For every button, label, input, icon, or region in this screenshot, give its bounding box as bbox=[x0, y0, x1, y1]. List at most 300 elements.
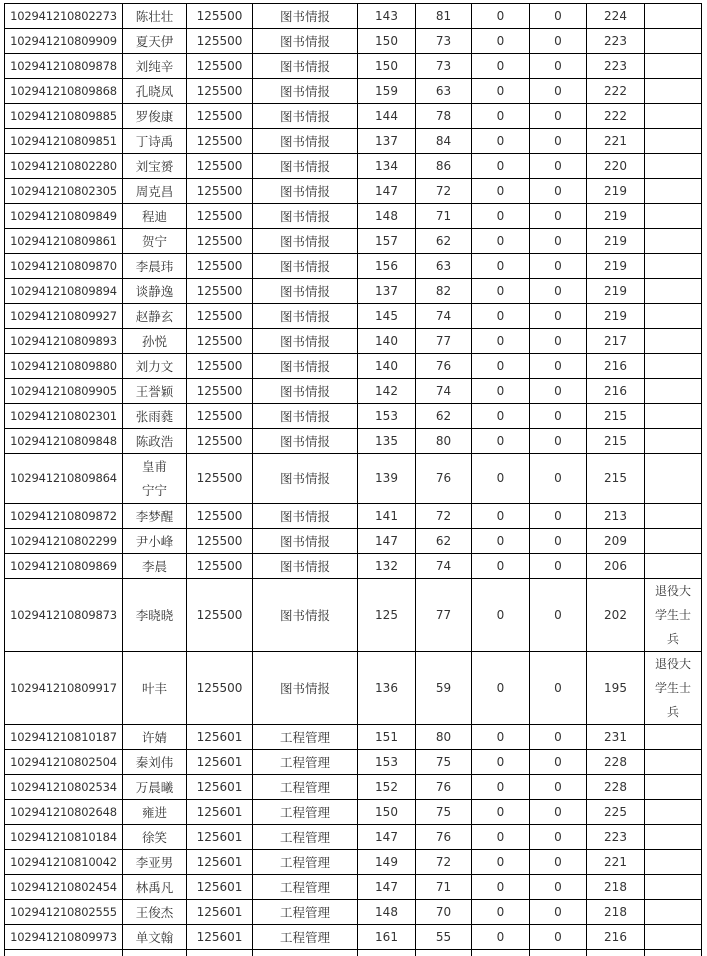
score-1-cell: 150 bbox=[358, 29, 416, 54]
major-code-cell: 125500 bbox=[187, 652, 253, 725]
score-2-cell: 78 bbox=[416, 104, 472, 129]
exam-id-cell: 102941210809894 bbox=[5, 279, 123, 304]
major-name-cell: 工程管理 bbox=[253, 875, 358, 900]
major-code-cell: 125601 bbox=[187, 850, 253, 875]
score-2-cell: 63 bbox=[416, 254, 472, 279]
name-cell: 秦刘伟 bbox=[123, 750, 187, 775]
major-code-cell: 125601 bbox=[187, 825, 253, 850]
exam-id-cell: 102941210809872 bbox=[5, 504, 123, 529]
name-cell: 谈静逸 bbox=[123, 279, 187, 304]
table-row-31 bbox=[5, 875, 702, 900]
score-3-cell: 0 bbox=[472, 354, 530, 379]
score-1-cell: 141 bbox=[358, 504, 416, 529]
exam-id-cell: 102941210809878 bbox=[5, 54, 123, 79]
score-3-cell: 0 bbox=[472, 154, 530, 179]
exam-id-cell: 102941210809870 bbox=[5, 254, 123, 279]
score-1-cell: 149 bbox=[358, 850, 416, 875]
score-2-cell: 75 bbox=[416, 800, 472, 825]
name-cell: 万晨曦 bbox=[123, 775, 187, 800]
major-code-cell: 125500 bbox=[187, 129, 253, 154]
total-score-cell: 219 bbox=[587, 204, 645, 229]
name-cell: 张雨蕤 bbox=[123, 404, 187, 429]
note-cell bbox=[645, 850, 702, 875]
exam-id-cell: 102941210809909 bbox=[5, 29, 123, 54]
total-score-cell: 206 bbox=[587, 554, 645, 579]
major-name-cell: 工程管理 bbox=[253, 750, 358, 775]
note-cell bbox=[645, 925, 702, 950]
exam-id-cell: 102941210809885 bbox=[5, 104, 123, 129]
exam-id-cell: 102941210809869 bbox=[5, 554, 123, 579]
major-code-cell: 125500 bbox=[187, 229, 253, 254]
score-1-cell: 152 bbox=[358, 775, 416, 800]
exam-id-cell: 102941210809868 bbox=[5, 79, 123, 104]
score-4-cell: 0 bbox=[530, 825, 587, 850]
major-code-cell: 125500 bbox=[187, 579, 253, 652]
major-code-cell: 125601 bbox=[187, 900, 253, 925]
note-cell bbox=[645, 354, 702, 379]
score-3-cell: 0 bbox=[472, 404, 530, 429]
score-4-cell: 0 bbox=[530, 54, 587, 79]
table-row-16 bbox=[5, 379, 702, 404]
score-3-cell: 0 bbox=[472, 104, 530, 129]
score-3-cell: 0 bbox=[472, 304, 530, 329]
score-1-cell: 147 bbox=[358, 529, 416, 554]
name-cell: 王誉颖 bbox=[123, 379, 187, 404]
score-4-cell: 0 bbox=[530, 925, 587, 950]
total-score-cell: 225 bbox=[587, 800, 645, 825]
score-1-cell: 142 bbox=[358, 379, 416, 404]
score-1-cell: 145 bbox=[358, 304, 416, 329]
note-cell bbox=[645, 404, 702, 429]
score-4-cell: 0 bbox=[530, 29, 587, 54]
note-cell bbox=[645, 254, 702, 279]
empty-cell bbox=[358, 950, 416, 956]
major-name-cell: 图书情报 bbox=[253, 404, 358, 429]
note-cell bbox=[645, 4, 702, 29]
total-score-cell: 220 bbox=[587, 154, 645, 179]
score-1-cell: 157 bbox=[358, 229, 416, 254]
table-row-20 bbox=[5, 504, 702, 529]
score-1-cell: 137 bbox=[358, 279, 416, 304]
score-3-cell: 0 bbox=[472, 54, 530, 79]
score-3-cell: 0 bbox=[472, 79, 530, 104]
score-3-cell: 0 bbox=[472, 925, 530, 950]
score-1-cell: 147 bbox=[358, 875, 416, 900]
score-1-cell: 153 bbox=[358, 750, 416, 775]
major-name-cell: 图书情报 bbox=[253, 229, 358, 254]
score-4-cell: 0 bbox=[530, 529, 587, 554]
major-name-cell: 工程管理 bbox=[253, 800, 358, 825]
major-code-cell: 125500 bbox=[187, 54, 253, 79]
major-code-cell: 125500 bbox=[187, 529, 253, 554]
note-cell bbox=[645, 104, 702, 129]
empty-cell bbox=[187, 950, 253, 956]
score-4-cell: 0 bbox=[530, 850, 587, 875]
exam-id-cell: 102941210809893 bbox=[5, 329, 123, 354]
score-2-cell: 76 bbox=[416, 454, 472, 504]
total-score-cell: 222 bbox=[587, 104, 645, 129]
score-2-cell: 71 bbox=[416, 875, 472, 900]
major-name-cell: 图书情报 bbox=[253, 379, 358, 404]
score-3-cell: 0 bbox=[472, 775, 530, 800]
exam-id-cell: 102941210802555 bbox=[5, 900, 123, 925]
note-cell bbox=[645, 900, 702, 925]
name-cell: 贺宁 bbox=[123, 229, 187, 254]
table-row-10 bbox=[5, 229, 702, 254]
major-name-cell: 图书情报 bbox=[253, 4, 358, 29]
table-row-21 bbox=[5, 529, 702, 554]
exam-id-cell: 102941210810042 bbox=[5, 850, 123, 875]
score-3-cell: 0 bbox=[472, 179, 530, 204]
table-row-2 bbox=[5, 29, 702, 54]
note-cell bbox=[645, 454, 702, 504]
name-cell: 赵静玄 bbox=[123, 304, 187, 329]
total-score-cell: 219 bbox=[587, 254, 645, 279]
note-cell bbox=[645, 54, 702, 79]
score-4-cell: 0 bbox=[530, 304, 587, 329]
name-cell: 孙悦 bbox=[123, 329, 187, 354]
name-cell: 程迪 bbox=[123, 204, 187, 229]
empty-cell bbox=[253, 950, 358, 956]
total-score-cell: 228 bbox=[587, 750, 645, 775]
empty-cell bbox=[587, 950, 645, 956]
empty-cell bbox=[5, 950, 123, 956]
empty-cell bbox=[645, 950, 702, 956]
note-cell bbox=[645, 179, 702, 204]
exam-id-cell: 102941210809880 bbox=[5, 354, 123, 379]
table-row-26 bbox=[5, 750, 702, 775]
total-score-cell: 216 bbox=[587, 925, 645, 950]
total-score-cell: 218 bbox=[587, 900, 645, 925]
exam-id-cell: 102941210809861 bbox=[5, 229, 123, 254]
table-row-25 bbox=[5, 725, 702, 750]
score-2-cell: 81 bbox=[416, 4, 472, 29]
score-2-cell: 76 bbox=[416, 775, 472, 800]
major-name-cell: 图书情报 bbox=[253, 79, 358, 104]
table-row-33 bbox=[5, 925, 702, 950]
score-table bbox=[4, 3, 702, 956]
table-row-7 bbox=[5, 154, 702, 179]
score-2-cell: 71 bbox=[416, 204, 472, 229]
score-3-cell: 0 bbox=[472, 4, 530, 29]
score-4-cell: 0 bbox=[530, 179, 587, 204]
table-row-11 bbox=[5, 254, 702, 279]
total-score-cell: 223 bbox=[587, 825, 645, 850]
total-score-cell: 223 bbox=[587, 29, 645, 54]
score-4-cell: 0 bbox=[530, 254, 587, 279]
score-4-cell: 0 bbox=[530, 875, 587, 900]
table-row-24 bbox=[5, 652, 702, 725]
exam-id-cell: 102941210809905 bbox=[5, 379, 123, 404]
major-name-cell: 图书情报 bbox=[253, 129, 358, 154]
total-score-cell: 219 bbox=[587, 279, 645, 304]
score-3-cell: 0 bbox=[472, 875, 530, 900]
note-cell bbox=[645, 204, 702, 229]
empty-cell bbox=[123, 950, 187, 956]
name-cell: 林禹凡 bbox=[123, 875, 187, 900]
note-cell bbox=[645, 154, 702, 179]
major-name-cell: 工程管理 bbox=[253, 775, 358, 800]
major-code-cell: 125500 bbox=[187, 454, 253, 504]
major-name-cell: 图书情报 bbox=[253, 279, 358, 304]
total-score-cell: 218 bbox=[587, 875, 645, 900]
major-code-cell: 125500 bbox=[187, 379, 253, 404]
major-code-cell: 125601 bbox=[187, 925, 253, 950]
score-2-cell: 77 bbox=[416, 329, 472, 354]
score-2-cell: 72 bbox=[416, 850, 472, 875]
score-4-cell: 0 bbox=[530, 900, 587, 925]
score-3-cell: 0 bbox=[472, 279, 530, 304]
major-name-cell: 工程管理 bbox=[253, 825, 358, 850]
note-cell bbox=[645, 429, 702, 454]
score-2-cell: 84 bbox=[416, 129, 472, 154]
score-3-cell: 0 bbox=[472, 29, 530, 54]
note-cell bbox=[645, 304, 702, 329]
major-name-cell: 图书情报 bbox=[253, 429, 358, 454]
major-name-cell: 图书情报 bbox=[253, 29, 358, 54]
table-row-12 bbox=[5, 279, 702, 304]
major-name-cell: 工程管理 bbox=[253, 900, 358, 925]
score-3-cell: 0 bbox=[472, 652, 530, 725]
score-3-cell: 0 bbox=[472, 129, 530, 154]
exam-id-cell: 102941210802454 bbox=[5, 875, 123, 900]
score-3-cell: 0 bbox=[472, 850, 530, 875]
name-cell: 皇甫宁宁 bbox=[123, 454, 187, 504]
score-3-cell: 0 bbox=[472, 329, 530, 354]
score-3-cell: 0 bbox=[472, 725, 530, 750]
score-2-cell: 77 bbox=[416, 579, 472, 652]
score-3-cell: 0 bbox=[472, 379, 530, 404]
score-1-cell: 148 bbox=[358, 204, 416, 229]
name-cell: 李晨玮 bbox=[123, 254, 187, 279]
score-4-cell: 0 bbox=[530, 4, 587, 29]
exam-id-cell: 102941210810184 bbox=[5, 825, 123, 850]
major-name-cell: 工程管理 bbox=[253, 725, 358, 750]
score-1-cell: 148 bbox=[358, 900, 416, 925]
name-cell: 陈壮壮 bbox=[123, 4, 187, 29]
score-2-cell: 74 bbox=[416, 379, 472, 404]
major-code-cell: 125500 bbox=[187, 279, 253, 304]
note-cell bbox=[645, 229, 702, 254]
total-score-cell: 219 bbox=[587, 304, 645, 329]
name-cell: 雍进 bbox=[123, 800, 187, 825]
score-3-cell: 0 bbox=[472, 454, 530, 504]
exam-id-cell: 102941210802273 bbox=[5, 4, 123, 29]
score-1-cell: 136 bbox=[358, 652, 416, 725]
name-cell: 单文翰 bbox=[123, 925, 187, 950]
exam-id-cell: 102941210802305 bbox=[5, 179, 123, 204]
name-cell: 李亚男 bbox=[123, 850, 187, 875]
major-name-cell: 图书情报 bbox=[253, 154, 358, 179]
major-code-cell: 125500 bbox=[187, 329, 253, 354]
score-4-cell: 0 bbox=[530, 104, 587, 129]
score-4-cell: 0 bbox=[530, 579, 587, 652]
score-2-cell: 82 bbox=[416, 279, 472, 304]
major-code-cell: 125500 bbox=[187, 204, 253, 229]
major-name-cell: 图书情报 bbox=[253, 304, 358, 329]
major-name-cell: 图书情报 bbox=[253, 554, 358, 579]
note-cell bbox=[645, 529, 702, 554]
table-row-3 bbox=[5, 54, 702, 79]
score-1-cell: 132 bbox=[358, 554, 416, 579]
score-1-cell: 143 bbox=[358, 4, 416, 29]
score-1-cell: 147 bbox=[358, 825, 416, 850]
major-name-cell: 图书情报 bbox=[253, 329, 358, 354]
score-1-cell: 159 bbox=[358, 79, 416, 104]
major-name-cell: 工程管理 bbox=[253, 850, 358, 875]
note-cell bbox=[645, 29, 702, 54]
score-4-cell: 0 bbox=[530, 504, 587, 529]
major-name-cell: 图书情报 bbox=[253, 529, 358, 554]
score-2-cell: 75 bbox=[416, 750, 472, 775]
total-score-cell: 228 bbox=[587, 775, 645, 800]
score-4-cell: 0 bbox=[530, 279, 587, 304]
major-code-cell: 125500 bbox=[187, 354, 253, 379]
total-score-cell: 216 bbox=[587, 379, 645, 404]
table-row-22 bbox=[5, 554, 702, 579]
score-4-cell: 0 bbox=[530, 129, 587, 154]
note-cell bbox=[645, 725, 702, 750]
score-4-cell: 0 bbox=[530, 750, 587, 775]
major-code-cell: 125601 bbox=[187, 725, 253, 750]
score-1-cell: 151 bbox=[358, 725, 416, 750]
name-cell: 罗俊康 bbox=[123, 104, 187, 129]
total-score-cell: 221 bbox=[587, 850, 645, 875]
score-4-cell: 0 bbox=[530, 454, 587, 504]
score-2-cell: 63 bbox=[416, 79, 472, 104]
note-cell bbox=[645, 750, 702, 775]
total-score-cell: 219 bbox=[587, 229, 645, 254]
score-2-cell: 74 bbox=[416, 554, 472, 579]
major-code-cell: 125601 bbox=[187, 800, 253, 825]
name-cell: 李晓晓 bbox=[123, 579, 187, 652]
score-4-cell: 0 bbox=[530, 79, 587, 104]
major-name-cell: 图书情报 bbox=[253, 454, 358, 504]
major-name-cell: 工程管理 bbox=[253, 925, 358, 950]
score-2-cell: 59 bbox=[416, 652, 472, 725]
note-cell bbox=[645, 504, 702, 529]
exam-id-cell: 102941210809849 bbox=[5, 204, 123, 229]
score-4-cell: 0 bbox=[530, 775, 587, 800]
table-row-4 bbox=[5, 79, 702, 104]
score-3-cell: 0 bbox=[472, 825, 530, 850]
score-4-cell: 0 bbox=[530, 379, 587, 404]
score-1-cell: 135 bbox=[358, 429, 416, 454]
table-row-14 bbox=[5, 329, 702, 354]
score-2-cell: 73 bbox=[416, 54, 472, 79]
major-name-cell: 图书情报 bbox=[253, 254, 358, 279]
major-name-cell: 图书情报 bbox=[253, 652, 358, 725]
table-row-9 bbox=[5, 204, 702, 229]
note-cell bbox=[645, 329, 702, 354]
score-2-cell: 62 bbox=[416, 404, 472, 429]
score-1-cell: 140 bbox=[358, 329, 416, 354]
empty-cell bbox=[472, 950, 530, 956]
total-score-cell: 202 bbox=[587, 579, 645, 652]
score-4-cell: 0 bbox=[530, 204, 587, 229]
total-score-cell: 209 bbox=[587, 529, 645, 554]
major-code-cell: 125500 bbox=[187, 4, 253, 29]
total-score-cell: 195 bbox=[587, 652, 645, 725]
score-1-cell: 134 bbox=[358, 154, 416, 179]
name-cell: 许婧 bbox=[123, 725, 187, 750]
score-2-cell: 76 bbox=[416, 825, 472, 850]
exam-id-cell: 102941210802534 bbox=[5, 775, 123, 800]
score-1-cell: 150 bbox=[358, 54, 416, 79]
name-cell: 李晨 bbox=[123, 554, 187, 579]
exam-id-cell: 102941210802648 bbox=[5, 800, 123, 825]
exam-id-cell: 102941210809973 bbox=[5, 925, 123, 950]
major-code-cell: 125500 bbox=[187, 554, 253, 579]
score-3-cell: 0 bbox=[472, 229, 530, 254]
exam-id-cell: 102941210802504 bbox=[5, 750, 123, 775]
score-2-cell: 72 bbox=[416, 504, 472, 529]
total-score-cell: 221 bbox=[587, 129, 645, 154]
score-1-cell: 153 bbox=[358, 404, 416, 429]
exam-id-cell: 102941210809848 bbox=[5, 429, 123, 454]
total-score-cell: 222 bbox=[587, 79, 645, 104]
total-score-cell: 216 bbox=[587, 354, 645, 379]
total-score-cell: 215 bbox=[587, 404, 645, 429]
note-cell bbox=[645, 554, 702, 579]
major-code-cell: 125601 bbox=[187, 750, 253, 775]
score-4-cell: 0 bbox=[530, 554, 587, 579]
table-row-6 bbox=[5, 129, 702, 154]
note-cell bbox=[645, 775, 702, 800]
major-name-cell: 图书情报 bbox=[253, 354, 358, 379]
name-cell: 徐笑 bbox=[123, 825, 187, 850]
score-1-cell: 161 bbox=[358, 925, 416, 950]
note-cell bbox=[645, 129, 702, 154]
total-score-cell: 217 bbox=[587, 329, 645, 354]
major-code-cell: 125500 bbox=[187, 104, 253, 129]
major-name-cell: 图书情报 bbox=[253, 179, 358, 204]
major-code-cell: 125500 bbox=[187, 79, 253, 104]
major-name-cell: 图书情报 bbox=[253, 54, 358, 79]
score-4-cell: 0 bbox=[530, 404, 587, 429]
score-4-cell: 0 bbox=[530, 800, 587, 825]
major-code-cell: 125500 bbox=[187, 254, 253, 279]
table-row-13 bbox=[5, 304, 702, 329]
score-3-cell: 0 bbox=[472, 579, 530, 652]
major-code-cell: 125500 bbox=[187, 429, 253, 454]
name-cell: 丁诗禹 bbox=[123, 129, 187, 154]
score-1-cell: 150 bbox=[358, 800, 416, 825]
table-row-17 bbox=[5, 404, 702, 429]
score-2-cell: 86 bbox=[416, 154, 472, 179]
score-3-cell: 0 bbox=[472, 554, 530, 579]
major-code-cell: 125500 bbox=[187, 179, 253, 204]
name-cell: 陈政浩 bbox=[123, 429, 187, 454]
name-cell: 刘宝赟 bbox=[123, 154, 187, 179]
score-2-cell: 76 bbox=[416, 354, 472, 379]
table-row-30 bbox=[5, 850, 702, 875]
score-2-cell: 80 bbox=[416, 429, 472, 454]
name-cell: 周克昌 bbox=[123, 179, 187, 204]
table-row-29 bbox=[5, 825, 702, 850]
major-code-cell: 125601 bbox=[187, 875, 253, 900]
score-2-cell: 73 bbox=[416, 29, 472, 54]
score-1-cell: 139 bbox=[358, 454, 416, 504]
score-2-cell: 62 bbox=[416, 529, 472, 554]
note-cell bbox=[645, 825, 702, 850]
score-1-cell: 144 bbox=[358, 104, 416, 129]
major-name-cell: 图书情报 bbox=[253, 204, 358, 229]
table-row-23 bbox=[5, 579, 702, 652]
table-row-15 bbox=[5, 354, 702, 379]
table-row-28 bbox=[5, 800, 702, 825]
score-4-cell: 0 bbox=[530, 229, 587, 254]
